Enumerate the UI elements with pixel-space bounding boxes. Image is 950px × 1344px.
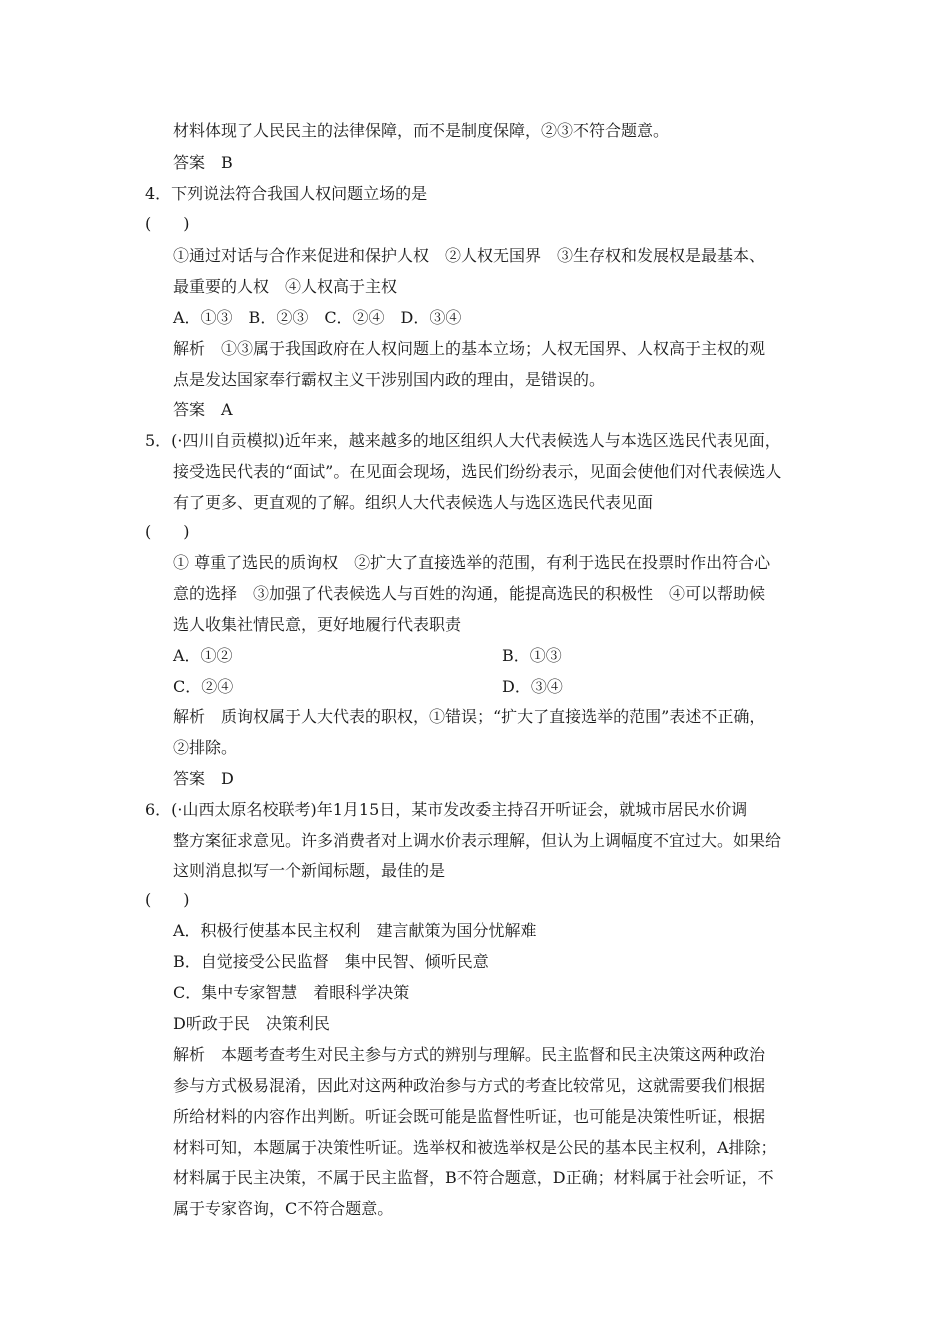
q6-analysis-line: 材料可知，本题属于决策性听证。选举权和被选举权是公民的基本民主权利，A排除； <box>173 1138 777 1157</box>
q6-option-b: B．自觉接受公民监督 集中民智、倾听民意 <box>173 952 489 971</box>
q6-stem-line: 这则消息拟写一个新闻标题，最佳的是 <box>173 861 446 880</box>
q6-option-c: C．集中专家智慧 着眼科学决策 <box>173 983 410 1002</box>
q5-stem-line: 接受选民代表的“面试”。在见面会现场，选民们纷纷表示，见面会使他们对代表候选人 <box>173 462 782 481</box>
q5-option-b: B．①③ <box>502 646 562 665</box>
q4-analysis-line: 点是发达国家奉行霸权主义干涉别国内政的理由，是错误的。 <box>173 370 606 389</box>
q5-answer: 答案 D <box>173 769 234 788</box>
q5-paren: ( ) <box>145 522 190 541</box>
q5-option-d: D．③④ <box>502 677 563 696</box>
q6-analysis-line: 材料属于民主决策，不属于民主监督，B不符合题意，D正确；材料属于社会听证，不 <box>173 1168 774 1187</box>
q5-analysis-line: ②排除。 <box>173 738 238 757</box>
q6-analysis-line: 所给材料的内容作出判断。听证会既可能是监督性听证，也可能是决策性听证，根据 <box>173 1107 766 1126</box>
q3-answer: 答案 B <box>173 153 233 172</box>
q4-paren: ( ) <box>145 214 190 233</box>
q5-items-line: ① 尊重了选民的质询权 ②扩大了直接选举的范围，有利于选民在投票时作出符合心 <box>173 553 771 572</box>
q5-stem-line: 5．(·四川自贡模拟)近年来，越来越多的地区组织人大代表候选人与本选区选民代表见面， <box>145 431 781 450</box>
q4-items-line: ①通过对话与合作来促进和保护人权 ②人权无国界 ③生存权和发展权是最基本、 <box>173 246 766 265</box>
q5-analysis-line: 解析 质询权属于人大代表的职权，①错误；“扩大了直接选举的范围”表述不正确， <box>173 707 766 726</box>
q5-items-line: 意的选择 ③加强了代表候选人与百姓的沟通，能提高选民的积极性 ④可以帮助候 <box>173 584 766 603</box>
q3-analysis-tail: 材料体现了人民民主的法律保障，而不是制度保障，②③不符合题意。 <box>173 121 670 140</box>
q5-stem-line: 有了更多、更直观的了解。组织人大代表候选人与选区选民代表见面 <box>173 493 654 512</box>
q6-option-a: A．积极行使基本民主权利 建言献策为国分忧解难 <box>173 921 537 940</box>
q4-analysis-line: 解析 ①③属于我国政府在人权问题上的基本立场；人权无国界、人权高于主权的观 <box>173 339 766 358</box>
q6-stem-line: 6．(·山西太原名校联考)年1月15日，某市发改委主持召开听证会，就城市居民水价调 <box>145 800 748 819</box>
q4-answer: 答案 A <box>173 400 233 419</box>
q6-analysis-line: 属于专家咨询，C不符合题意。 <box>173 1199 394 1218</box>
q4-stem: 4．下列说法符合我国人权问题立场的是 <box>145 184 428 203</box>
q6-analysis-line: 参与方式极易混淆，因此对这两种政治参与方式的考查比较常见，这就需要我们根据 <box>173 1076 766 1095</box>
q4-items-line: 最重要的人权 ④人权高于主权 <box>173 277 398 296</box>
q6-option-d: D听政于民 决策利民 <box>173 1014 330 1033</box>
q6-analysis-line: 解析 本题考查考生对民主参与方式的辨别与理解。民主监督和民主决策这两种政治 <box>173 1045 766 1064</box>
q6-stem-line: 整方案征求意见。许多消费者对上调水价表示理解，但认为上调幅度不宜过大。如果给 <box>173 831 782 850</box>
q5-option-c: C．②④ <box>173 677 234 696</box>
q4-options: A．①③ B．②③ C．②④ D．③④ <box>173 308 462 327</box>
q5-option-a: A．①② <box>173 646 233 665</box>
q6-paren: ( ) <box>145 890 190 909</box>
q5-items-line: 选人收集社情民意，更好地履行代表职责 <box>173 615 462 634</box>
